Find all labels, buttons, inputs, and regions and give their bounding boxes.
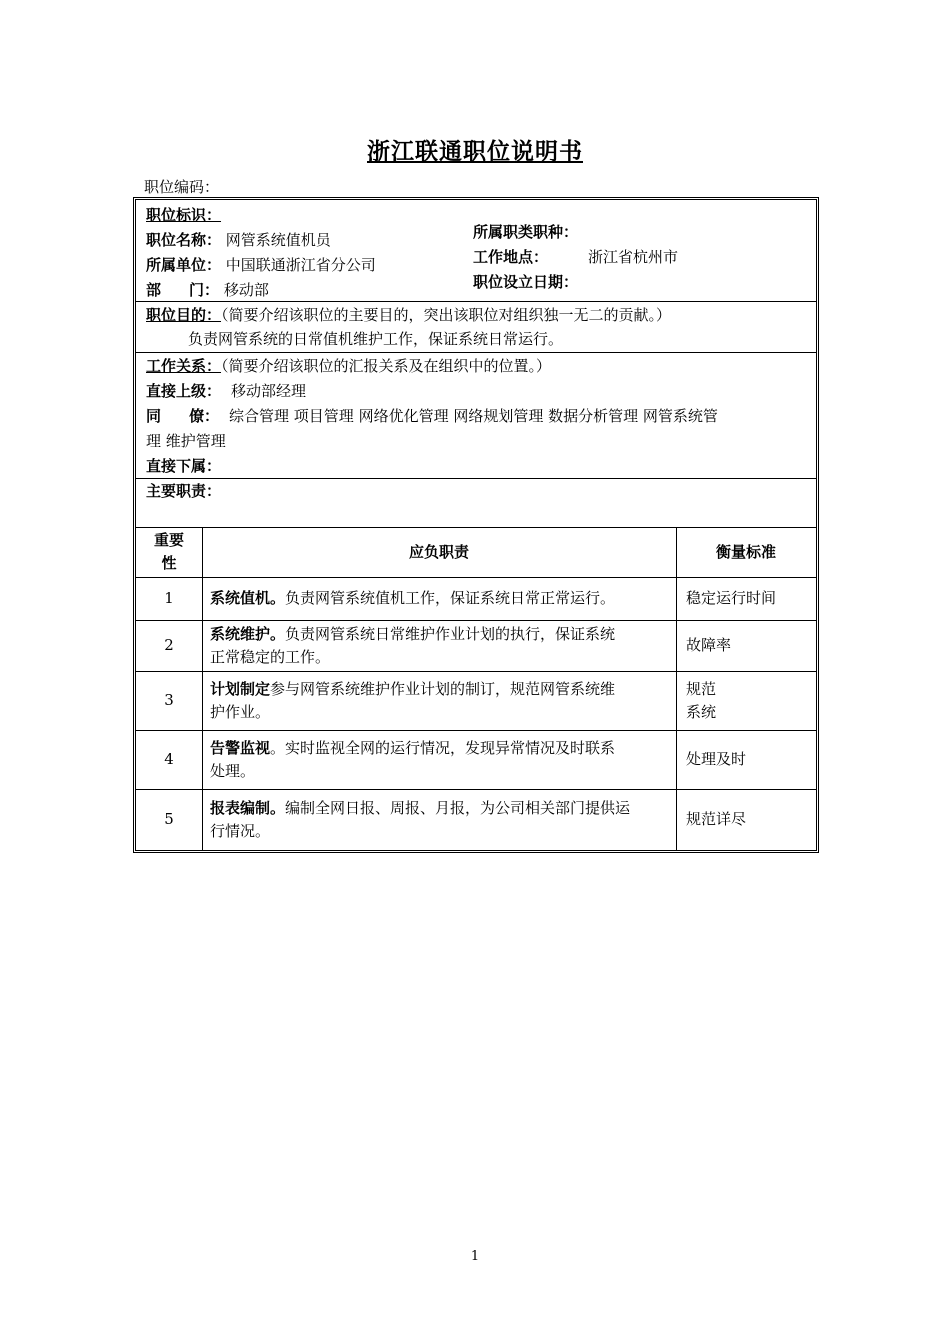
standard-header: 衡量标准 [715,542,776,561]
importance-header: 重要 性 [153,531,184,572]
unit-label: 所属单位： [146,256,222,274]
position-name-label: 职位名称： [146,231,222,249]
relations-heading: 工作关系： [146,357,222,375]
peers-label-part2: 僚： [189,407,220,425]
relations-hint: （简要介绍该职位的汇报关系及在组织中的位置。） [221,357,552,375]
establish-date-label: 职位设立日期： [473,273,579,291]
position-name-value: 网管系统值机员 [225,231,331,249]
table-row [136,730,816,790]
purpose-section [136,301,816,353]
identity-section [136,200,816,302]
subordinate-label: 直接下属： [146,457,222,475]
standard-text: 规范详尽 [686,810,747,828]
duty-text: 计划制定参与网管系统维护作业计划的制订，规范网管系统维 护作业。 [210,679,616,721]
standard-text: 处理及时 [686,750,747,768]
superior-value: 移动部经理 [231,382,307,400]
duty-text: 告警监视。实时监视全网的运行情况，发现异常情况及时联系 处理。 [210,738,616,780]
row-number: 4 [164,750,174,768]
duty-text: 系统值机。负责网管系统值机工作，保证系统日常正常运行。 [210,589,616,607]
peers-label-part1: 同 [146,407,162,425]
purpose-content: 负责网管系统的日常值机维护工作，保证系统日常运行。 [188,330,564,348]
duties-heading-section [136,478,816,528]
unit-row [146,255,376,275]
job-description-form [133,197,819,853]
standard-text: 规范 系统 [686,679,717,721]
page-title: 浙江联通职位说明书 [367,138,583,165]
relations-section [136,352,816,479]
standard-text: 稳定运行时间 [686,589,777,607]
duties-heading: 主要职责： [146,482,222,500]
standard-text: 故障率 [686,636,732,654]
purpose-hint: （简要介绍该职位的主要目的，突出该职位对组织独一无二的贡献。） [221,306,672,324]
department-label-part1: 部 [146,281,162,299]
peers-row [146,406,718,426]
relations-heading-row [146,356,551,376]
duty-text: 报表编制。编制全网日报、周报、月报，为公司相关部门提供运 行情况。 [210,798,631,840]
unit-value: 中国联通浙江省分公司 [225,256,376,274]
position-code-label: 职位编码： [144,178,220,196]
peers-value-line2: 理 维护管理 [146,432,226,450]
category-label: 所属职类职种： [473,223,579,241]
position-name-row [146,230,331,250]
identity-heading: 职位标识： [146,206,222,224]
duties-table [136,527,816,850]
location-value: 浙江省杭州市 [588,248,679,266]
table-row [136,789,816,850]
row-number: 1 [164,589,174,607]
duty-text: 系统维护。负责网管系统日常维护作业计划的执行，保证系统 正常稳定的工作。 [210,624,616,666]
location-row [473,247,678,267]
table-row [136,577,816,621]
purpose-heading-row [146,305,671,325]
department-value: 移动部 [223,281,269,299]
superior-label: 直接上级： [146,382,222,400]
row-number: 5 [164,810,174,828]
superior-row [146,381,306,401]
table-row [136,671,816,731]
purpose-heading: 职位目的： [146,306,222,324]
department-label-part2: 门： [189,281,220,299]
row-number: 3 [164,691,174,709]
location-label: 工作地点： [473,248,549,266]
department-row [146,280,269,300]
row-number: 2 [164,636,174,654]
table-header-row [136,527,816,578]
duty-header: 应负职责 [408,542,469,561]
page-number: 1 [470,1249,480,1264]
table-row [136,620,816,672]
peers-value-line1: 综合管理 项目管理 网络优化管理 网络规划管理 数据分析管理 网管系统管 [229,407,718,425]
